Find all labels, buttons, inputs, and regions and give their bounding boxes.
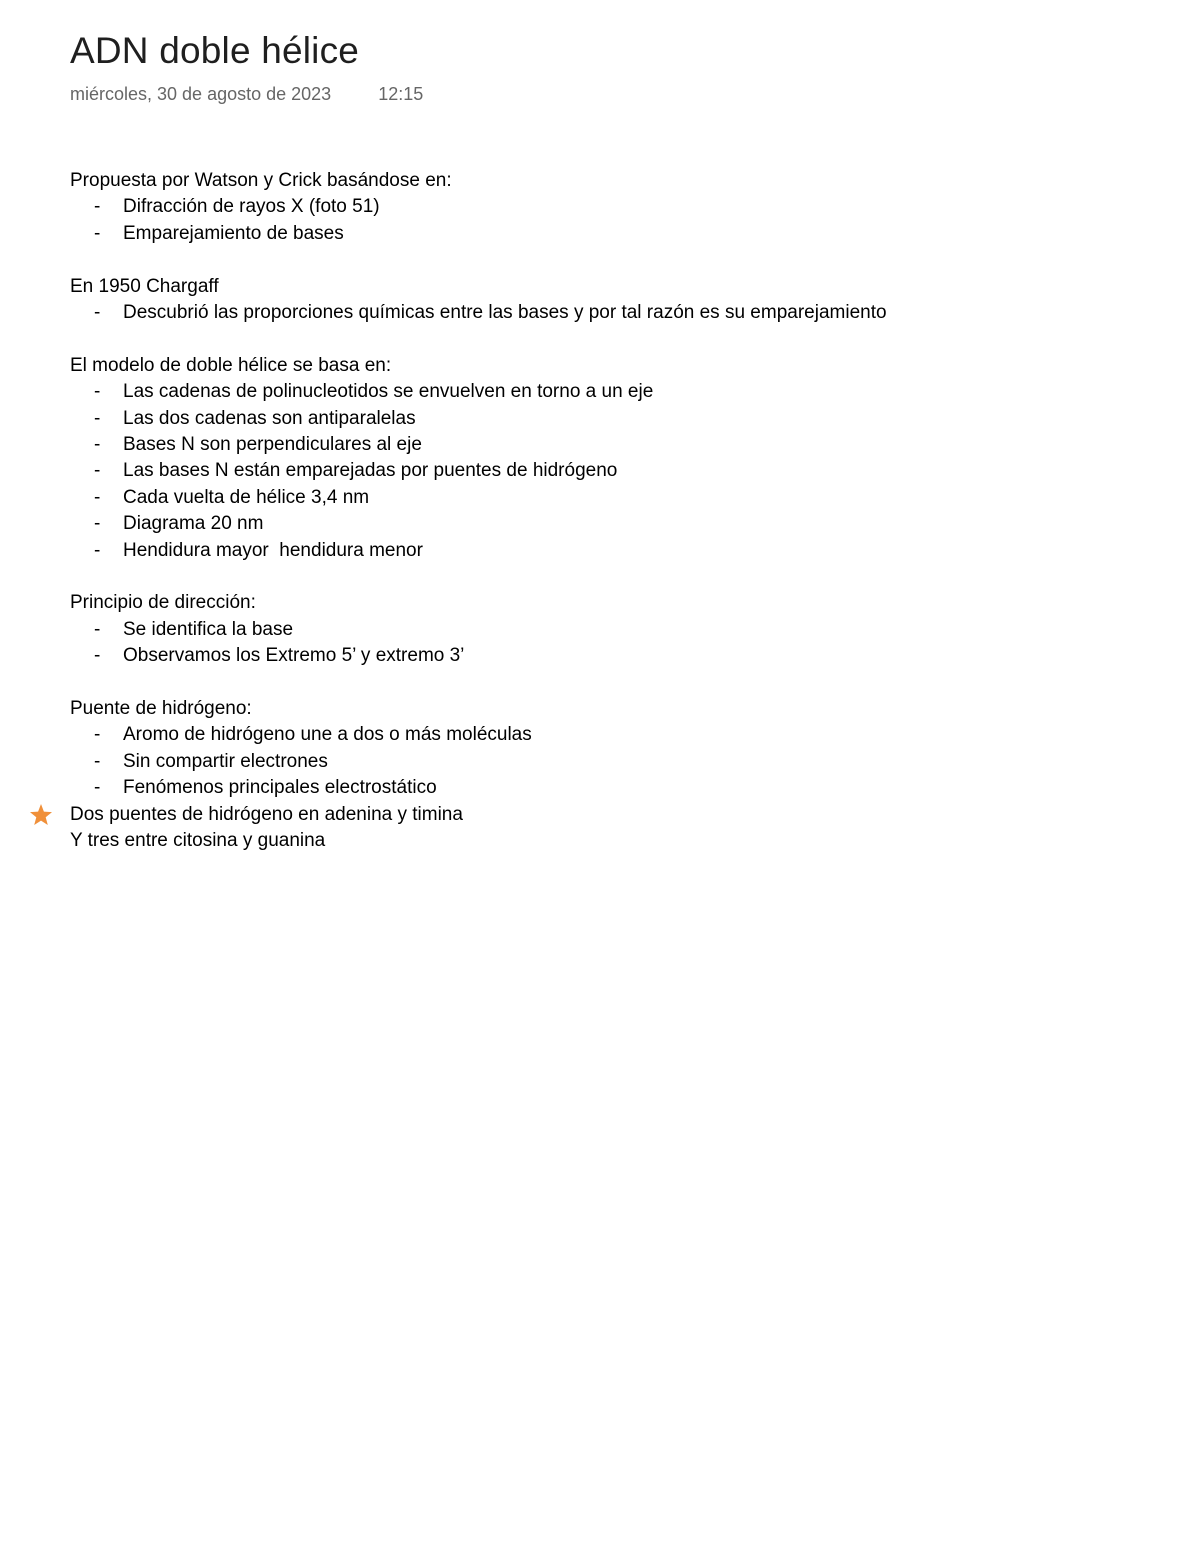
section-heading: Principio de dirección: bbox=[70, 592, 256, 614]
list-item bbox=[70, 194, 1150, 220]
section-heading: El modelo de doble hélice se basa en: bbox=[70, 354, 392, 376]
bullet-list bbox=[70, 379, 1150, 564]
list-item-text: Descubrió las proporciones químicas entre las bases y por tal razón es su emparejamiento bbox=[123, 302, 887, 324]
list-item bbox=[70, 511, 1150, 537]
list-item bbox=[70, 722, 1150, 748]
list-item-text: Las dos cadenas son antiparalelas bbox=[123, 407, 416, 429]
list-item bbox=[70, 485, 1150, 511]
list-item bbox=[70, 221, 1150, 247]
dash-bullet-icon: - bbox=[94, 486, 101, 508]
dash-bullet-icon: - bbox=[94, 222, 101, 244]
list-item-text: Cada vuelta de hélice 3,4 nm bbox=[123, 486, 370, 508]
section-watson-crick bbox=[70, 168, 1150, 247]
section-heading: En 1950 Chargaff bbox=[70, 275, 219, 297]
list-item bbox=[70, 406, 1150, 432]
list-item bbox=[70, 379, 1150, 405]
dash-bullet-icon: - bbox=[94, 381, 101, 403]
dash-bullet-icon: - bbox=[94, 513, 101, 535]
list-item-text: Aromo de hidrógeno une a dos o más moléculas bbox=[123, 724, 532, 746]
dash-bullet-icon: - bbox=[94, 645, 101, 667]
note-body bbox=[70, 168, 1150, 855]
section-chargaff bbox=[70, 274, 1150, 327]
section-modelo-doble-helice bbox=[70, 353, 1150, 564]
highlighted-line bbox=[70, 802, 1150, 828]
star-shape bbox=[30, 804, 52, 825]
list-item bbox=[70, 538, 1150, 564]
list-item-text: Las bases N están emparejadas por puentes de hidrógeno bbox=[123, 460, 618, 482]
list-item-text: Bases N son perpendiculares al eje bbox=[123, 434, 422, 456]
list-item bbox=[70, 749, 1150, 775]
dash-bullet-icon: - bbox=[94, 618, 101, 640]
bullet-list bbox=[70, 617, 1150, 670]
list-item bbox=[70, 643, 1150, 669]
list-item-text: Diagrama 20 nm bbox=[123, 513, 264, 535]
dash-bullet-icon: - bbox=[94, 750, 101, 772]
bullet-list bbox=[70, 300, 1150, 326]
list-item bbox=[70, 300, 1150, 326]
dash-bullet-icon: - bbox=[94, 196, 101, 218]
section-principio-direccion bbox=[70, 590, 1150, 669]
list-item bbox=[70, 458, 1150, 484]
page-date: miércoles, 30 de agosto de 2023 bbox=[70, 84, 332, 104]
bullet-list bbox=[70, 722, 1150, 801]
note-line bbox=[70, 828, 1150, 854]
list-item-text: Hendidura mayor hendidura menor bbox=[123, 539, 423, 561]
bullet-list bbox=[70, 194, 1150, 247]
list-item-text: Observamos los Extremo 5’ y extremo 3’ bbox=[123, 645, 465, 667]
page-time: 12:15 bbox=[378, 84, 424, 104]
dash-bullet-icon: - bbox=[94, 302, 101, 324]
highlighted-line-text: Dos puentes de hidrógeno en adenina y timina bbox=[70, 803, 463, 825]
list-item bbox=[70, 775, 1150, 801]
section-heading: Puente de hidrógeno: bbox=[70, 698, 252, 720]
section-puente-hidrogeno bbox=[70, 696, 1150, 802]
page-meta bbox=[70, 84, 423, 105]
list-item-text: Emparejamiento de bases bbox=[123, 222, 344, 244]
dash-bullet-icon: - bbox=[94, 434, 101, 456]
list-item bbox=[70, 432, 1150, 458]
dash-bullet-icon: - bbox=[94, 777, 101, 799]
star-icon[interactable] bbox=[29, 803, 53, 827]
list-item bbox=[70, 617, 1150, 643]
list-item-text: Se identifica la base bbox=[123, 618, 294, 640]
section-heading: Propuesta por Watson y Crick basándose en: bbox=[70, 170, 452, 191]
list-item-text: Difracción de rayos X (foto 51) bbox=[123, 196, 380, 218]
dash-bullet-icon: - bbox=[94, 539, 101, 561]
dash-bullet-icon: - bbox=[94, 724, 101, 746]
list-item-text: Las cadenas de polinucleotidos se envuelven en torno a un eje bbox=[123, 381, 654, 403]
list-item-text: Fenómenos principales electrostático bbox=[123, 777, 437, 799]
dash-bullet-icon: - bbox=[94, 407, 101, 429]
dash-bullet-icon: - bbox=[94, 460, 101, 482]
page-title: ADN doble hélice bbox=[70, 30, 360, 71]
list-item-text: Sin compartir electrones bbox=[123, 750, 328, 772]
note-line-text: Y tres entre citosina y guanina bbox=[70, 830, 326, 852]
